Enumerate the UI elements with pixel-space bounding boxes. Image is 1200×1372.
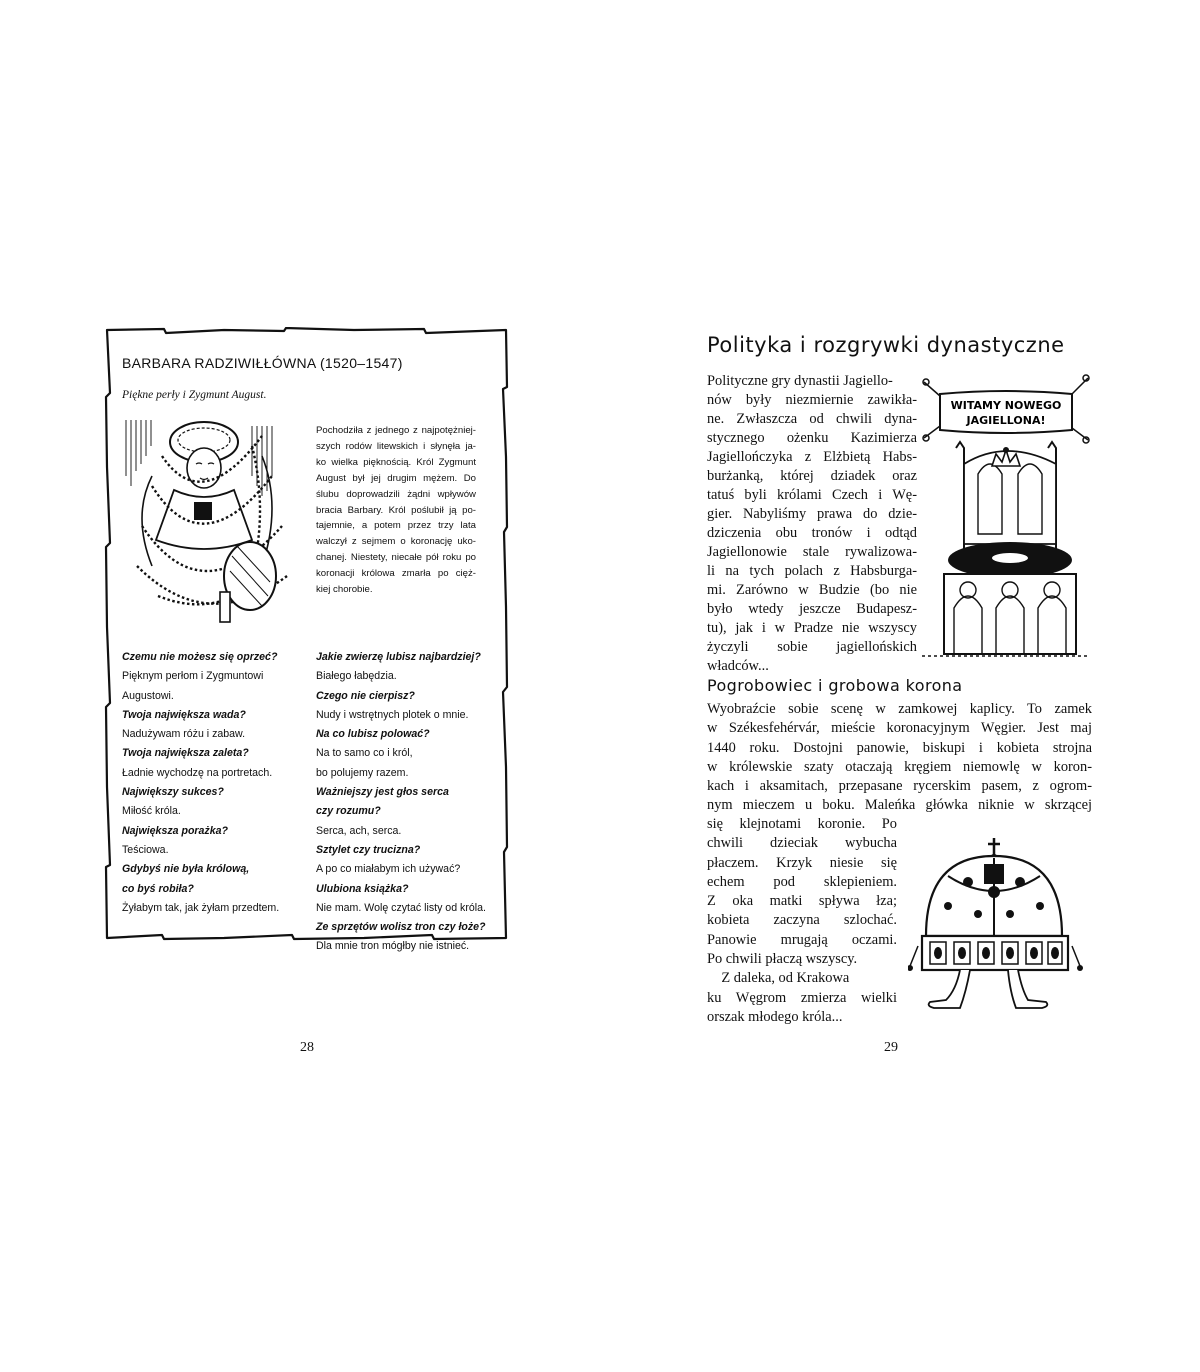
interview-answer: Nie mam. Wolę czytać listy od króla. <box>316 901 486 914</box>
text-line: stycznego ożenku Kazimierza <box>707 430 917 446</box>
page-number-left: 28 <box>300 1040 314 1055</box>
bio-line: tajemnie, a potem przez trzy lata <box>316 520 476 532</box>
text-line: było wtedy jeszcze Budapesz- <box>707 601 917 617</box>
box-subtitle: Piękne perły i Zygmunt August. <box>122 389 267 401</box>
text-line: ne. Zwłaszcza od chwili dyna- <box>707 411 917 427</box>
text-line: Z daleka, od Krakowa <box>707 970 850 987</box>
bio-line: ślubu doprowadzili żądni wpływów <box>316 488 476 500</box>
interview-answer: Pięknym perłom i Zygmuntowi <box>122 670 264 683</box>
portrait-illustration <box>122 416 302 628</box>
throne-illustration <box>922 374 1090 660</box>
box-title: BARBARA RADZIWIŁŁÓWNA (1520–1547) <box>122 355 403 371</box>
text-line: w Székesfehérvár, mieście koronacyjnym Węgier. Jest maj <box>707 720 1092 737</box>
bio-line: walczył z sejmem o koronację uko- <box>316 536 476 548</box>
page-title: Polityka i rozgrywki dynastyczne <box>707 333 1065 357</box>
bio-line: szych rodów litewskich i słynęła ja- <box>316 440 476 452</box>
interview-question: Ze sprzętów wolisz tron czy łoże? <box>316 921 486 934</box>
text-line: kobieta zaczyna szlochać. <box>707 912 897 929</box>
interview-question: Sztylet czy trucizna? <box>316 843 421 856</box>
interview-question: czy rozumu? <box>316 805 381 818</box>
interview-left-column <box>122 648 279 918</box>
interview-answer: Białego łabędzia. <box>316 670 397 683</box>
bio-line: koronacji królowa zmarła po cięż- <box>316 568 476 580</box>
text-line: Wyobraźcie sobie scenę w zamkowej kaplicy. To zamek <box>707 701 1092 717</box>
text-line: chwili dzieciak wybucha <box>707 835 897 852</box>
interview-question: Jakie zwierzę lubisz najbardziej? <box>316 651 481 663</box>
bio-line: August był jej drugim mężem. Do <box>316 472 476 484</box>
text-line: echem pod sklepieniem. <box>707 873 897 890</box>
text-line: Panowie mrugają oczami. <box>707 931 897 948</box>
biography-text <box>316 423 476 598</box>
banner-line-2: JAGIELLONA! <box>966 414 1046 427</box>
text-line: tatuś byli królami Czech i Wę- <box>707 487 917 503</box>
interview-question: Gdybyś nie była królową, <box>122 863 250 876</box>
interview-answer: Nudy i wstrętnych plotek o mnie. <box>316 708 469 721</box>
text-line: li na tych polach z Habsburga- <box>707 563 917 579</box>
interview-question: Na co lubisz polować? <box>316 728 430 741</box>
text-line: burżanką, której dziadek oraz <box>707 468 917 484</box>
interview-answer: Żyłabym tak, jak żyłam przedtem. <box>122 901 280 914</box>
text-line: dziczenia obu tronów i odtąd <box>707 525 917 541</box>
interview-right-column <box>316 648 486 957</box>
text-line: życzyli sobie jagiellońskich <box>707 639 917 655</box>
story-paragraph <box>707 700 1092 816</box>
interview-answer: Teściowa. <box>122 843 169 856</box>
bio-line: bracia Barbary. Król poślubił ją po- <box>316 504 476 516</box>
text-line: ku Węgrom zmierza wielki <box>707 989 897 1006</box>
text-line: Polityczne gry dynastii Jagiello- <box>707 373 893 389</box>
interview-answer: bo polujemy razem. <box>316 766 409 779</box>
crown-illustration <box>908 836 1088 1010</box>
text-line: mi. Zarówno w Budzie (bo nie <box>707 582 917 598</box>
text-line: Z oka matki spływa łza; <box>707 893 897 910</box>
section-subtitle: Pogrobowiec i grobowa korona <box>707 676 963 695</box>
interview-question: Największa porażka? <box>122 824 228 837</box>
text-line: nym mieczem u boku. Maleńka główka niknie w skrzącej <box>707 797 1092 814</box>
intro-paragraph <box>707 372 917 676</box>
text-line: nów były niezmiernie zawikła- <box>707 392 917 408</box>
text-line: się klejnotami koronie. Po <box>707 816 897 832</box>
bio-line: kiej chorobie. <box>316 584 373 596</box>
interview-answer: Nadużywam różu i zabaw. <box>122 728 246 741</box>
interview-question: Czemu nie możesz się oprzeć? <box>122 651 278 663</box>
page-number-right: 29 <box>884 1040 898 1055</box>
text-line: kach i aksamitach, przepasane rycerskim pasem, z ogrom- <box>707 778 1092 795</box>
interview-answer: Na to samo co i król, <box>316 747 413 760</box>
text-line: w królewskie szaty otaczają kręgiem niemowlę w koron- <box>707 758 1092 775</box>
interview-answer: Augustowi. <box>122 689 174 702</box>
banner-line-1: WITAMY NOWEGO <box>950 399 1062 412</box>
bio-line: Pochodziła z jednego z najpotężniej- <box>316 425 476 436</box>
bio-line: ko wielka pięknością. Król Zygmunt <box>316 456 476 468</box>
interview-question: Twoja największa wada? <box>122 708 246 721</box>
text-line: płaczem. Krzyk niesie się <box>707 854 897 871</box>
interview-answer: A po co miałabym ich używać? <box>316 863 461 876</box>
story-paragraph-continued <box>707 815 897 1027</box>
text-line: Jagiellończyka z Elżbietą Habs- <box>707 449 917 465</box>
interview-answer: Dla mnie tron mógłby nie istnieć. <box>316 940 470 953</box>
text-line: gier. Nabyliśmy prawa do dzie- <box>707 506 917 522</box>
interview-question: Największy sukces? <box>122 786 224 799</box>
interview-question: Czego nie cierpisz? <box>316 689 415 702</box>
interview-question: Twoja największa zaleta? <box>122 747 249 760</box>
text-line: władców... <box>707 658 769 674</box>
interview-question: Ulubiona książka? <box>316 882 409 895</box>
text-line: orszak młodego króla... <box>707 1008 843 1025</box>
interview-answer: Miłość króla. <box>122 805 181 818</box>
text-line: 1440 roku. Dostojni panowie, biskupi i kobieta strojna <box>707 739 1092 756</box>
text-line: Po chwili płaczą wszyscy. <box>707 951 858 968</box>
interview-question: co byś robiła? <box>122 882 194 895</box>
bio-line: chanej. Niestety, niecałe pół roku po <box>316 552 476 564</box>
interview-answer: Serca, ach, serca. <box>316 824 402 837</box>
interview-question: Ważniejszy jest głos serca <box>316 786 449 799</box>
text-line: Jagiellonowie stale rywalizowa- <box>707 544 917 560</box>
text-line: tu), jak i w Pradze nie wszyscy <box>707 620 917 636</box>
interview-answer: Ładnie wychodzę na portretach. <box>122 766 273 779</box>
